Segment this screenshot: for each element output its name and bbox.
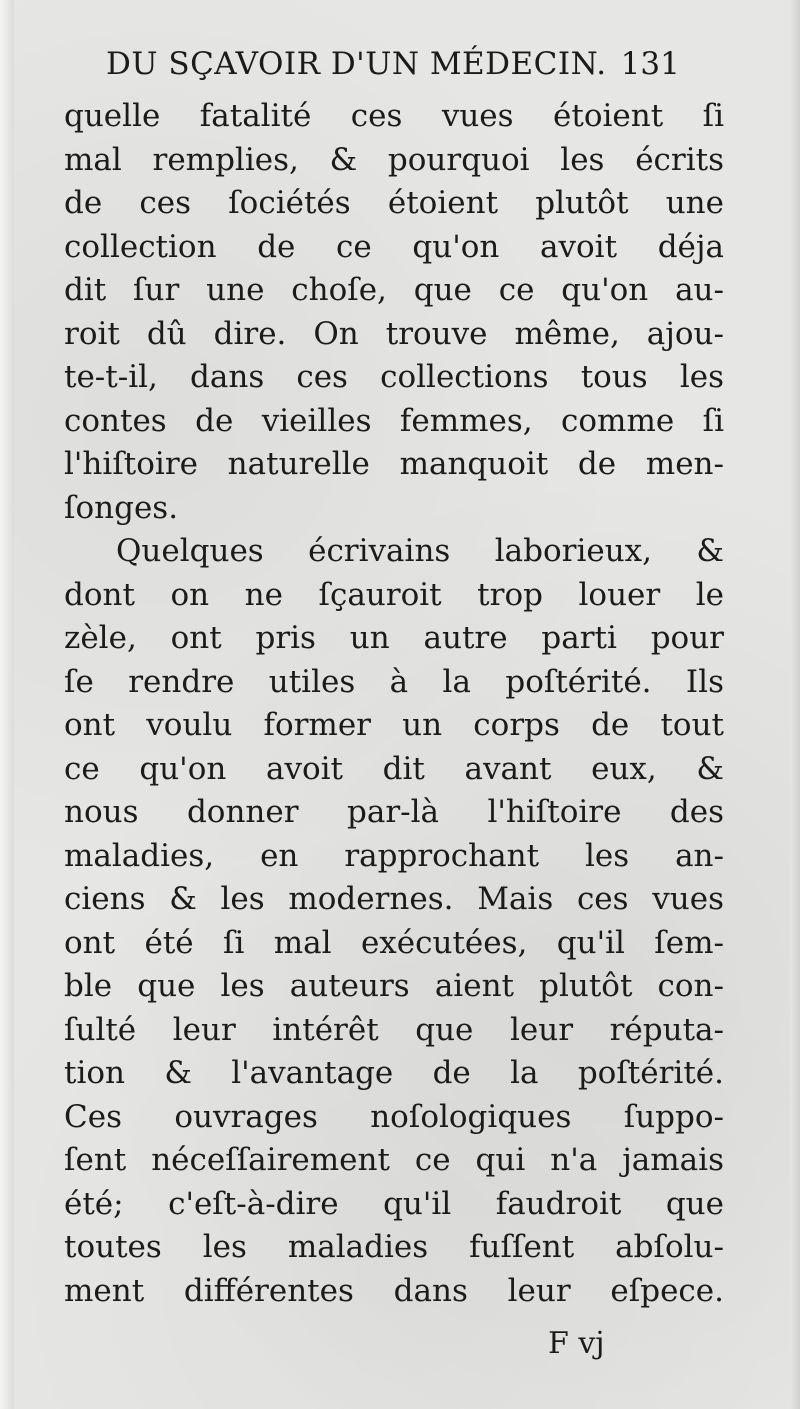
text-line: ſe rendre utiles à la poſtérité. Ils — [64, 663, 724, 700]
text-line: été; c'eſt-à-dire qu'il faudroit que — [64, 1185, 724, 1222]
page-gutter-edge — [0, 0, 14, 1409]
text-line: ce qu'on avoit dit avant eux, & — [64, 750, 724, 787]
text-line: roit dû dire. On trouve même, ajou- — [64, 315, 724, 352]
text-line: tion & l'avantage de la poſtérité. — [64, 1055, 724, 1091]
text-line: te-t-il, dans ces collections tous les — [64, 359, 724, 395]
text-line: maladies, en rapprochant les an- — [64, 837, 724, 874]
text-line: dont on ne ſçauroit trop louer le — [64, 576, 724, 613]
text-line: nous donner par-là l'hiſtoire des — [64, 794, 724, 830]
text-line: ment différentes dans leur eſpece. — [64, 1272, 724, 1309]
page-number: 131 — [620, 46, 680, 82]
text-line: mal remplies, & pourquoi les écrits — [64, 141, 724, 178]
signature-mark: F vj — [548, 1326, 605, 1361]
text-line: ont été ſi mal exécutées, qu'il ſem- — [64, 924, 724, 961]
text-line: toutes les maladies fuſſent abſolu- — [64, 1229, 724, 1265]
text-line: quelle fatalité ces vues étoient ſi — [64, 98, 724, 134]
text-line: collection de ce qu'on avoit déja — [64, 228, 724, 265]
text-line: dit ſur une choſe, que ce qu'on au- — [64, 272, 724, 308]
text-line: Ces ouvrages noſologiques ſuppo- — [64, 1098, 724, 1135]
text-line: ont voulu former un corps de tout — [64, 707, 724, 743]
text-line: zèle, ont pris un autre parti pour — [64, 620, 724, 656]
text-line: ſent néceſſairement ce qui n'a jamais — [64, 1142, 724, 1178]
text-line: ciens & les modernes. Mais ces vues — [64, 881, 724, 917]
page-header — [106, 46, 746, 96]
text-line: l'hiſtoire naturelle manquoit de men- — [64, 446, 724, 482]
text-line: ſulté leur intérêt que leur réputa- — [64, 1011, 724, 1048]
text-line: Quelques écrivains laborieux, & — [116, 533, 724, 569]
text-line: ble que les auteurs aient plutôt con- — [64, 968, 724, 1004]
page-outer-edge — [790, 0, 800, 1409]
text-line: de ces ſociétés étoient plutôt une — [64, 185, 724, 221]
page-body-text — [64, 95, 724, 1315]
running-title: DU SÇAVOIR D'UN MÉDECIN. — [106, 46, 607, 82]
text-line: ſonges. — [64, 489, 179, 526]
text-line: contes de vieilles femmes, comme ſi — [64, 402, 724, 439]
